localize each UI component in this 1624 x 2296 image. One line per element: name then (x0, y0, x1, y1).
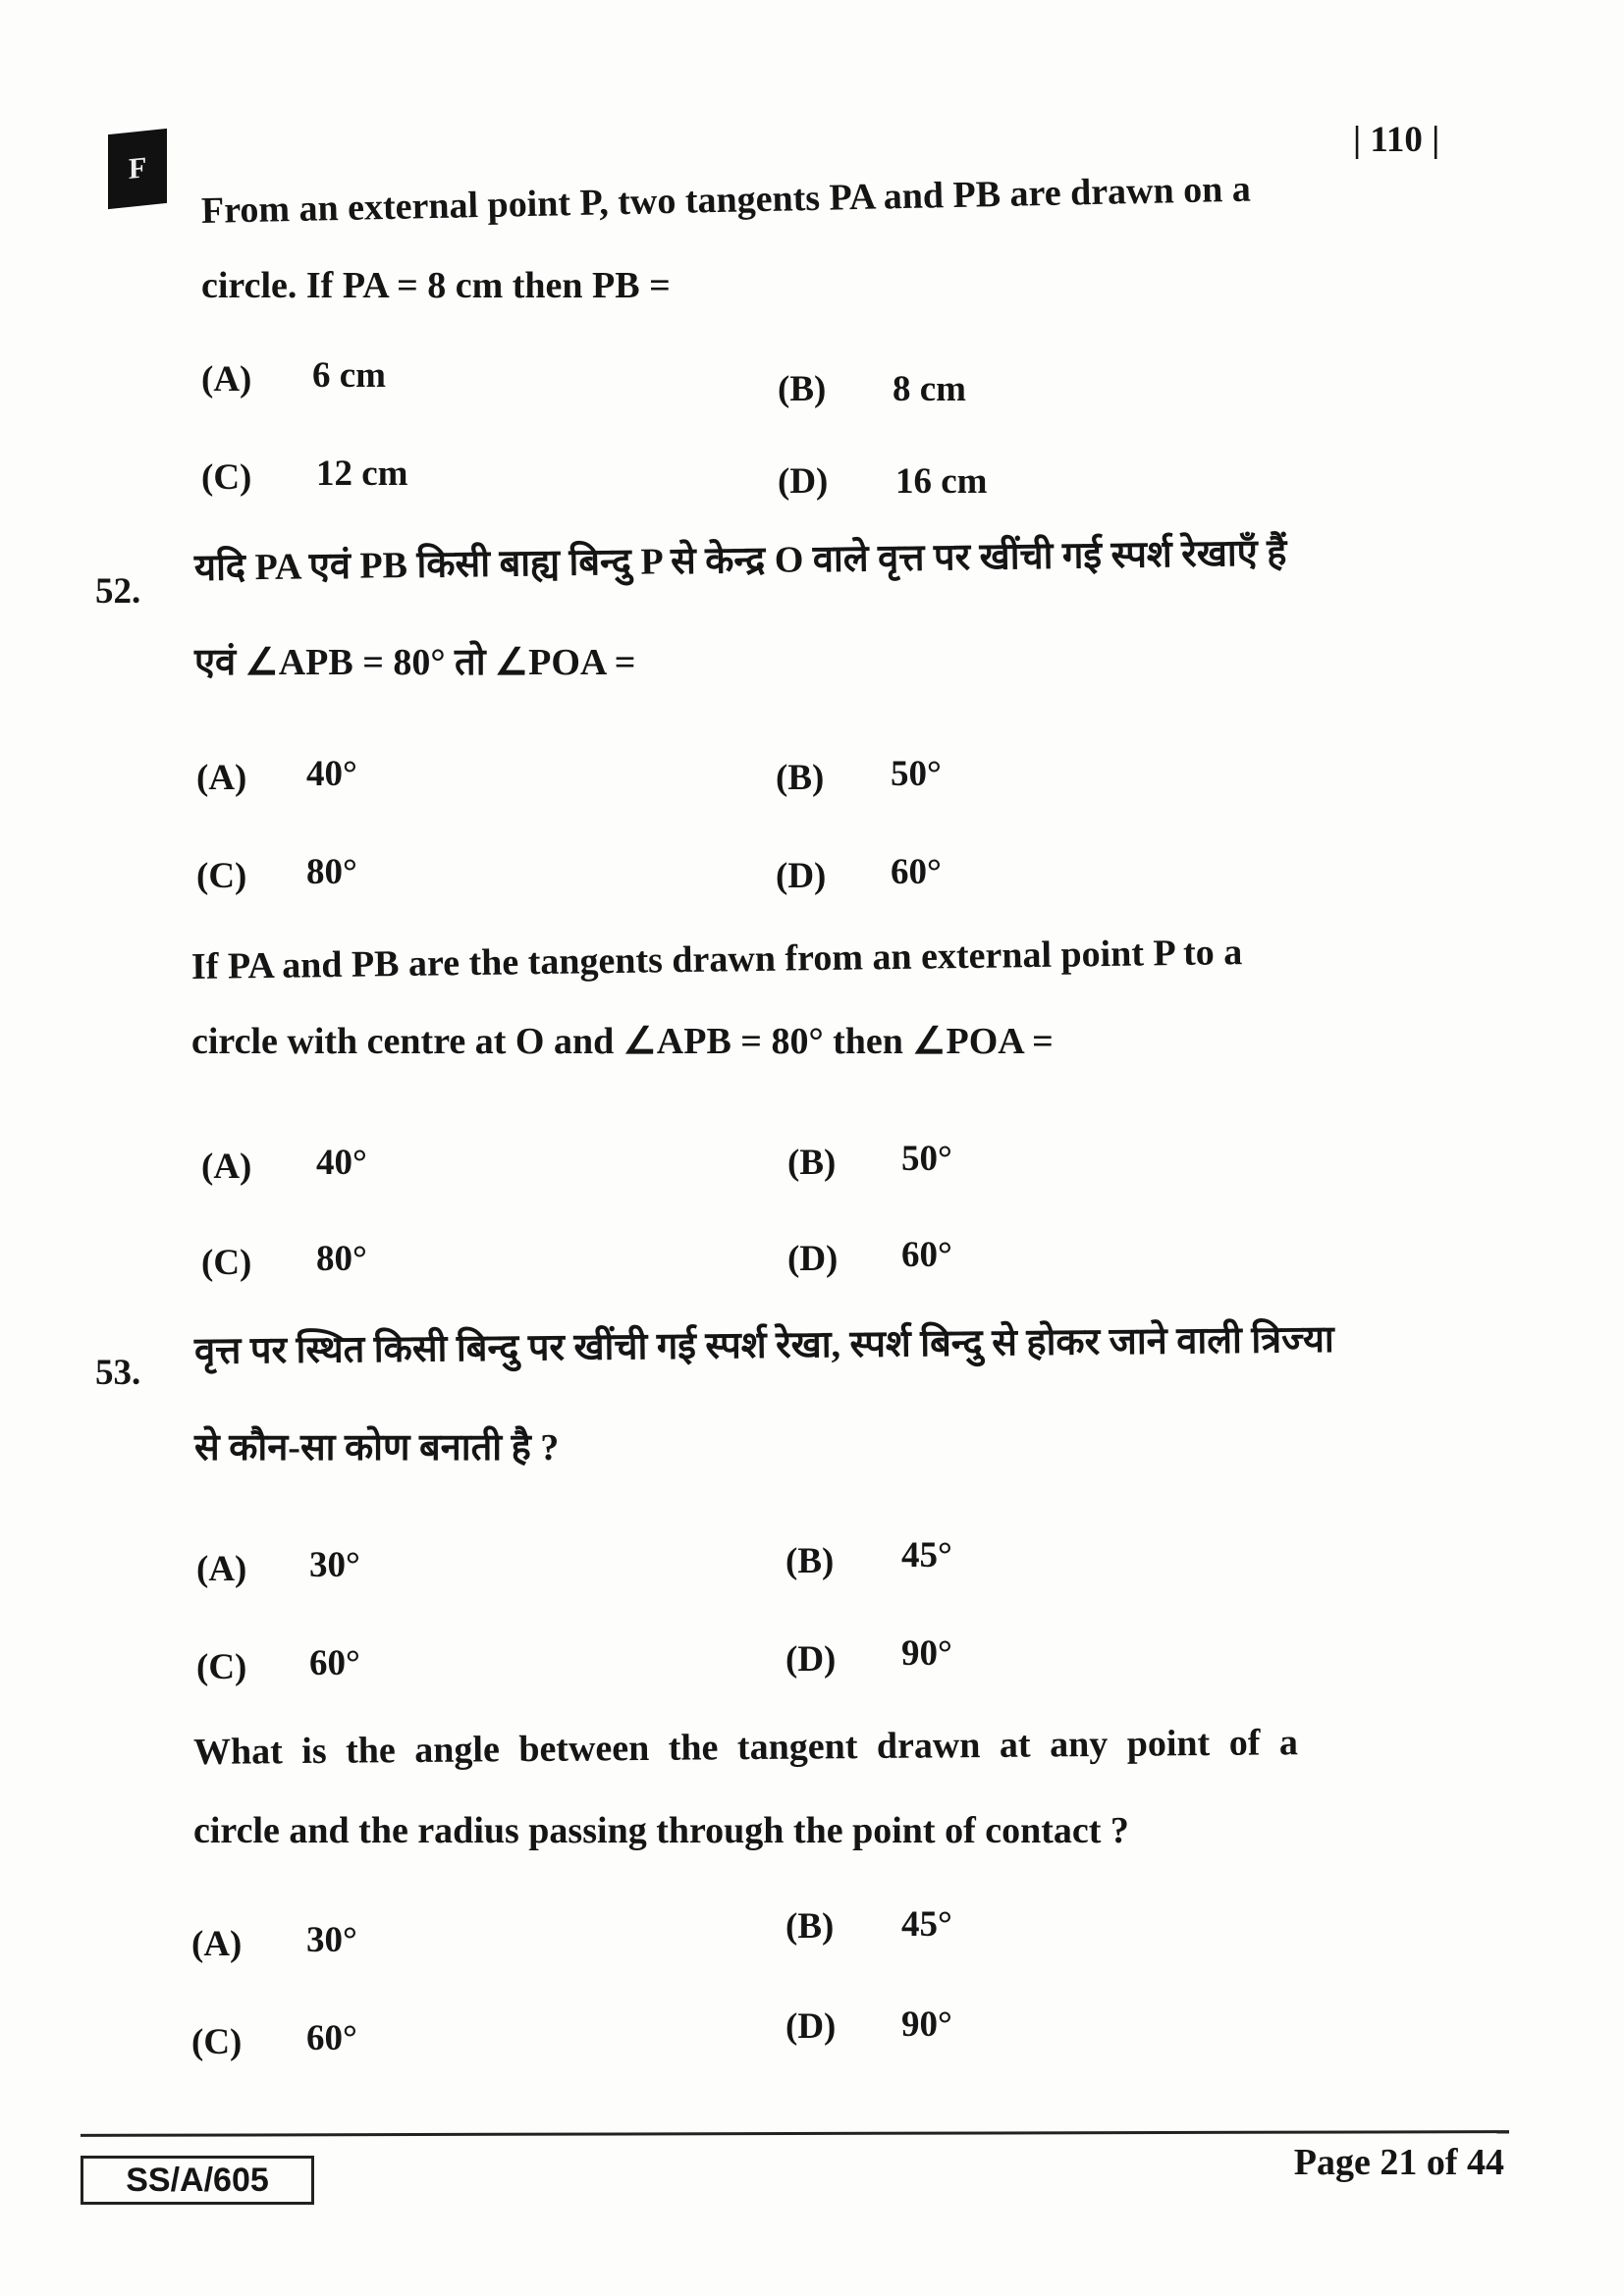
question-text-hindi: वृत्त पर स्थित किसी बिन्दु पर खींची गई स्पर्श रेखा, स्पर्श बिन्दु से होकर जाने वाली त्रिज्या (193, 1318, 1334, 1372)
option-label: (D) (785, 1639, 837, 1680)
footer-divider (81, 2130, 1509, 2137)
question-text-hindi: एवं ∠APB = 80° तो ∠POA = (194, 642, 636, 683)
option-value: 80° (306, 852, 357, 892)
option-value: 16 cm (895, 461, 988, 502)
question-text-hindi: से कौन-सा कोण बनाती है ? (194, 1427, 560, 1468)
option-value: 6 cm (312, 355, 386, 396)
option-label: (C) (196, 856, 247, 896)
option-value: 60° (309, 1643, 360, 1683)
option-value: 90° (901, 2004, 952, 2045)
question-number: 53. (95, 1353, 141, 1393)
question-text: circle and the radius passing through the point of contact ? (193, 1810, 1129, 1851)
question-number: 52. (95, 571, 141, 612)
option-value: 60° (901, 1235, 952, 1275)
option-value: 50° (891, 754, 942, 794)
page-number: Page 21 of 44 (1293, 2142, 1504, 2183)
question-text: If PA and PB are the tangents drawn from an external point P to a (190, 932, 1243, 988)
option-label: (A) (191, 1924, 243, 1964)
option-label: (B) (785, 1906, 835, 1947)
option-label: (A) (196, 1549, 247, 1589)
option-label: (A) (196, 758, 247, 798)
option-value: 30° (306, 1920, 357, 1960)
set-badge: F (108, 129, 167, 209)
option-value: 90° (901, 1633, 952, 1674)
option-value: 50° (901, 1139, 952, 1179)
option-value: 45° (901, 1904, 952, 1945)
question-text: circle. If PA = 8 cm then PB = (201, 265, 671, 306)
option-value: 8 cm (893, 369, 966, 409)
option-value: 30° (309, 1545, 360, 1585)
option-label: (C) (196, 1647, 247, 1687)
option-label: (C) (201, 457, 252, 498)
option-value: 60° (891, 852, 942, 892)
option-label: (D) (787, 1239, 839, 1279)
option-label: (C) (191, 2022, 243, 2062)
option-label: (D) (785, 2006, 837, 2047)
option-value: 40° (306, 754, 357, 794)
option-value: 60° (306, 2018, 357, 2058)
option-label: (D) (776, 856, 827, 896)
page-marker: | 110 | (1353, 120, 1440, 160)
paper-code: SS/A/605 (81, 2156, 314, 2205)
option-label: (B) (776, 758, 825, 798)
option-label: (A) (201, 1147, 252, 1187)
option-label: (B) (785, 1541, 835, 1581)
question-text-hindi: यदि PA एवं PB किसी बाह्य बिन्दु P से केन्द्र O वाले वृत्त पर खींची गई स्पर्श रेखाएँ हैं (193, 532, 1287, 589)
option-label: (C) (201, 1243, 252, 1283)
question-text: circle with centre at O and ∠APB = 80° then ∠POA = (191, 1021, 1054, 1062)
question-text: From an external point P, two tangents PA and PB are drawn on a (200, 168, 1252, 232)
option-label: (D) (778, 461, 829, 502)
question-text: What is the angle between the tangent drawn at any point of a (192, 1722, 1299, 1773)
option-label: (B) (787, 1143, 837, 1183)
option-value: 80° (316, 1239, 367, 1279)
option-label: (B) (778, 369, 827, 409)
option-value: 45° (901, 1535, 952, 1575)
option-label: (A) (201, 359, 252, 400)
option-value: 12 cm (316, 454, 408, 494)
option-value: 40° (316, 1143, 367, 1183)
